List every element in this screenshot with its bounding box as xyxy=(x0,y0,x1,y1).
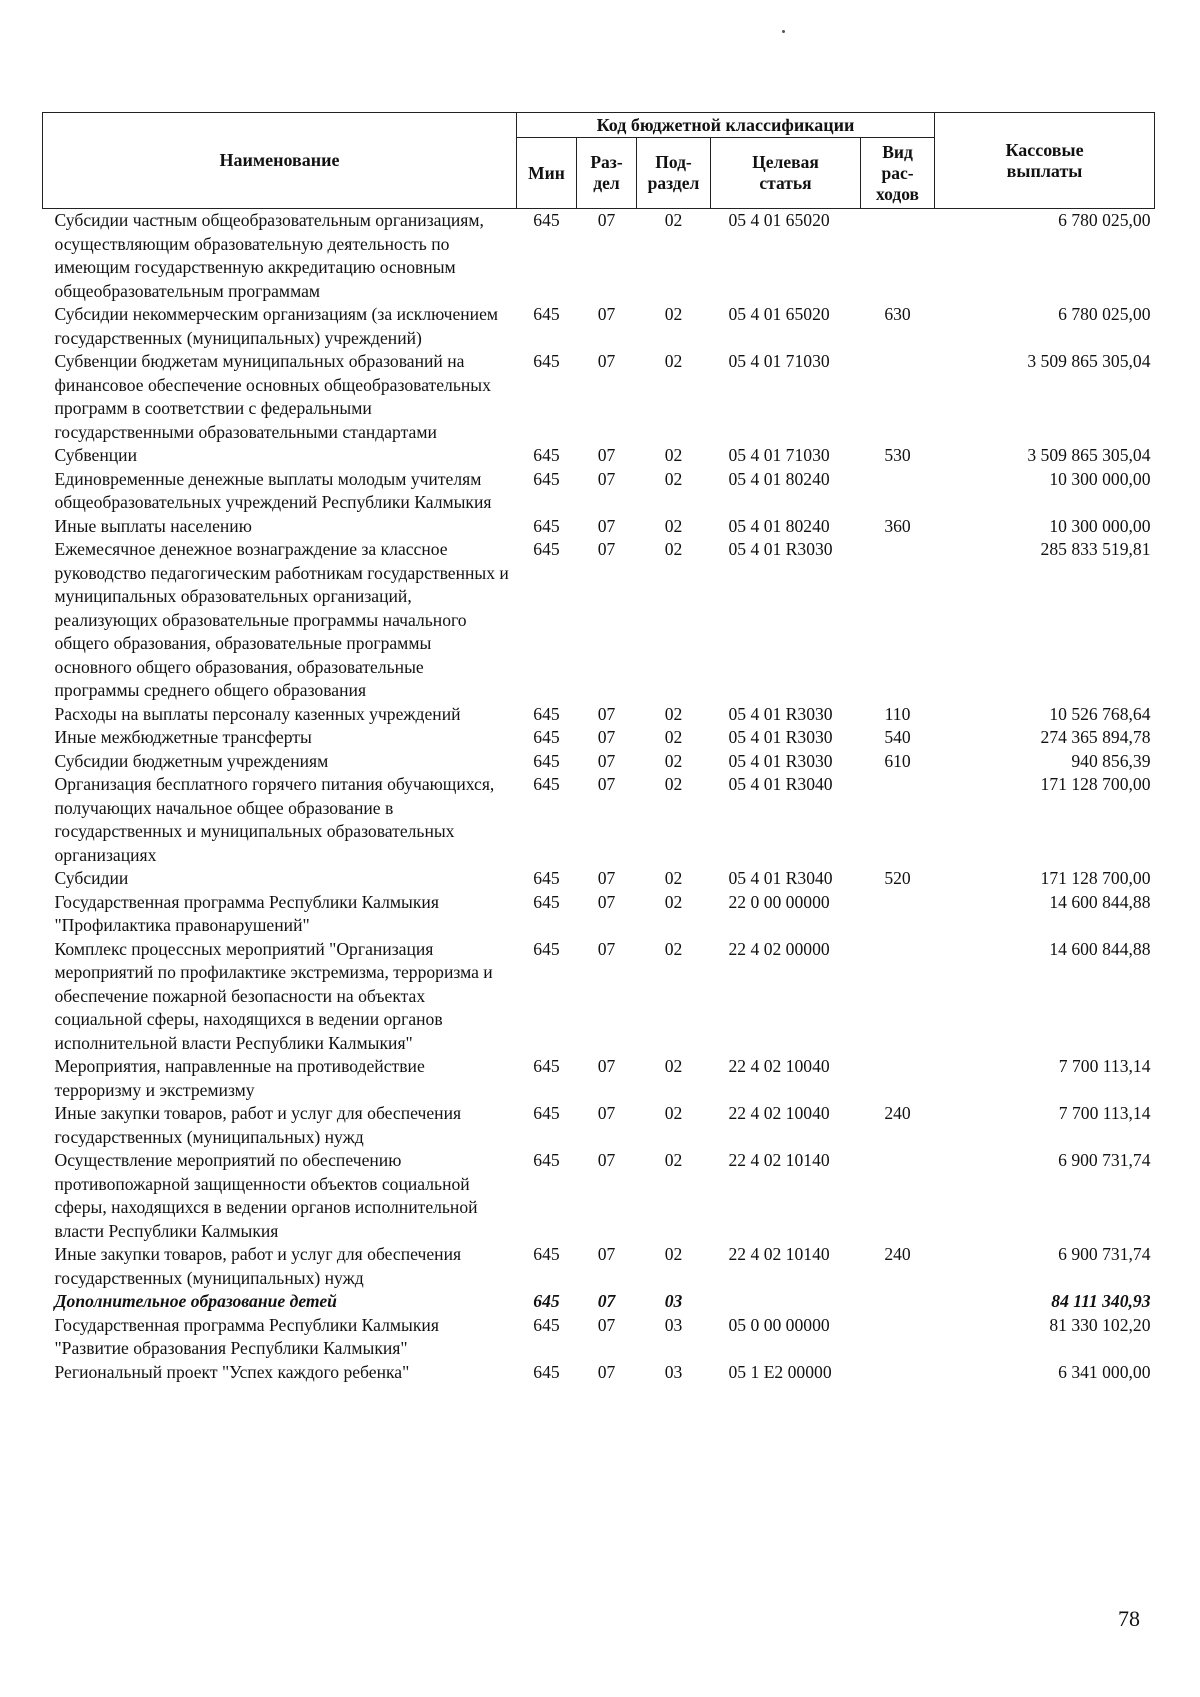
cell-razdel: 07 xyxy=(597,539,616,559)
cell-celevaya: 05 4 01 R3040 xyxy=(728,868,833,888)
cell-podrazdel: 02 xyxy=(664,703,683,724)
header-razdel xyxy=(577,138,637,209)
table-body xyxy=(43,209,1155,1385)
cell-name: Комплекс процессных мероприятий "Организация мероприятий по профилактике экстремизма, терроризма и обеспечение пожарной безопасности на объектах социальной сферы, находящихся в ведении органов исполнительной власти Республики Калмыкия" xyxy=(54,938,493,1053)
cell-razdel: 07 xyxy=(597,703,616,724)
cell-min: 645 xyxy=(533,1291,560,1311)
cell-celevaya: 05 4 01 80240 xyxy=(728,468,830,489)
table-row xyxy=(43,303,1155,350)
table-row xyxy=(43,726,1155,750)
cell-razdel: 07 xyxy=(597,515,616,536)
cell-name: Осуществление мероприятий по обеспечению противопожарной защищенности объектов социальной сферы, находящихся в ведении органов исполнительной власти Республики Калмыкия xyxy=(54,1150,478,1241)
header-celevaya-text: Целевая статья xyxy=(752,152,819,193)
cell-sum: 6 780 025,00 xyxy=(1058,304,1151,324)
cell-min: 645 xyxy=(533,539,560,559)
cell-razdel: 07 xyxy=(597,774,616,794)
cell-sum: 3 509 865 305,04 xyxy=(1027,351,1151,371)
cell-min: 645 xyxy=(533,515,560,536)
cell-celevaya: 22 4 02 10040 xyxy=(728,1103,830,1123)
header-sum xyxy=(935,113,1155,209)
cell-razdel: 07 xyxy=(597,210,616,230)
cell-podrazdel: 03 xyxy=(664,1291,683,1311)
table-row xyxy=(43,1055,1155,1102)
cell-razdel: 07 xyxy=(597,445,616,465)
cell-celevaya: 22 4 02 10140 xyxy=(728,1244,830,1264)
table-row xyxy=(43,1102,1155,1149)
cell-podrazdel: 02 xyxy=(664,515,683,536)
cell-razdel: 07 xyxy=(597,1150,616,1170)
cell-name: Субвенции бюджетам муниципальных образований на финансовое обеспечение основных общеобразовательных программ в соответствии с федеральными государственными образовательными стандартами xyxy=(54,351,491,442)
cell-podrazdel: 02 xyxy=(664,774,683,794)
cell-podrazdel: 02 xyxy=(664,304,683,324)
header-vid xyxy=(861,138,935,209)
scan-speck xyxy=(782,30,785,33)
cell-celevaya: 05 1 E2 00000 xyxy=(728,1361,832,1382)
cell-min: 645 xyxy=(533,727,560,747)
cell-sum: 171 128 700,00 xyxy=(1040,774,1151,794)
table-row xyxy=(43,209,1155,304)
cell-name: Региональный проект "Успех каждого ребенка" xyxy=(54,1361,410,1382)
cell-name: Дополнительное образование детей xyxy=(54,1291,337,1311)
cell-razdel: 07 xyxy=(597,1314,616,1335)
cell-razdel: 07 xyxy=(597,750,616,771)
cell-min: 645 xyxy=(533,774,560,794)
cell-razdel: 07 xyxy=(597,1291,616,1311)
cell-sum: 6 780 025,00 xyxy=(1058,210,1151,230)
cell-sum: 940 856,39 xyxy=(1071,750,1151,771)
cell-min: 645 xyxy=(533,891,560,912)
cell-celevaya: 05 4 01 R3030 xyxy=(728,703,833,724)
cell-razdel: 07 xyxy=(597,468,616,489)
header-code-group: Код бюджетной классификации xyxy=(517,113,935,138)
cell-sum: 14 600 844,88 xyxy=(1049,938,1151,959)
header-podrazdel-text: Под- раздел xyxy=(647,152,700,193)
cell-vid xyxy=(861,1361,935,1385)
cell-razdel: 07 xyxy=(597,727,616,747)
cell-vid: 520 xyxy=(884,868,911,888)
cell-min: 645 xyxy=(533,1150,560,1170)
header-razdel-text: Раз- дел xyxy=(590,152,623,193)
cell-name: Единовременные денежные выплаты молодым учителям общеобразовательных учреждений Республики Калмыкия xyxy=(54,468,492,512)
table-row xyxy=(43,1314,1155,1361)
cell-name: Ежемесячное денежное вознаграждение за классное руководство педагогическим работникам государственных и муниципальных образовательных организаций, реализующих образовательные программы начального общего образования, образовательные программы основного общего образования, образовательные программы среднего общего образования xyxy=(54,539,509,700)
cell-razdel: 07 xyxy=(597,1361,616,1382)
cell-name: Субвенции xyxy=(54,445,137,465)
cell-sum: 285 833 519,81 xyxy=(1040,539,1151,559)
header-celevaya xyxy=(711,138,861,209)
cell-min: 645 xyxy=(533,938,560,959)
cell-sum: 10 526 768,64 xyxy=(1049,703,1151,724)
cell-celevaya xyxy=(711,1290,861,1314)
cell-vid: 240 xyxy=(884,1103,911,1123)
cell-razdel: 07 xyxy=(597,868,616,888)
cell-min: 645 xyxy=(533,1103,560,1123)
cell-name: Субсидии бюджетным учреждениям xyxy=(54,750,329,771)
cell-podrazdel: 02 xyxy=(664,938,683,959)
table-row xyxy=(43,1361,1155,1385)
cell-sum: 6 900 731,74 xyxy=(1058,1150,1151,1170)
cell-vid xyxy=(861,1149,935,1243)
cell-min: 645 xyxy=(533,703,560,724)
cell-razdel: 07 xyxy=(597,1244,616,1264)
cell-celevaya: 05 0 00 00000 xyxy=(728,1314,830,1335)
cell-podrazdel: 02 xyxy=(664,351,683,371)
table-row xyxy=(43,773,1155,867)
cell-vid xyxy=(861,538,935,703)
cell-podrazdel: 03 xyxy=(664,1361,683,1382)
cell-name: Иные закупки товаров, работ и услуг для обеспечения государственных (муниципальных) нужд xyxy=(54,1103,462,1147)
cell-sum: 7 700 113,14 xyxy=(1058,1056,1151,1076)
cell-name: Расходы на выплаты персоналу казенных учреждений xyxy=(54,703,461,724)
cell-podrazdel: 02 xyxy=(664,210,683,230)
cell-celevaya: 05 4 01 R3030 xyxy=(728,727,833,747)
table-row xyxy=(43,1243,1155,1290)
cell-podrazdel: 02 xyxy=(664,727,683,747)
table-row xyxy=(43,867,1155,891)
table-row xyxy=(43,1149,1155,1243)
header-min xyxy=(517,138,577,209)
header-name: Наименование xyxy=(43,113,517,209)
cell-min: 645 xyxy=(533,210,560,230)
cell-min: 645 xyxy=(533,1361,560,1382)
cell-celevaya: 22 0 00 00000 xyxy=(728,891,830,912)
cell-celevaya: 05 4 01 65020 xyxy=(728,304,830,324)
cell-podrazdel: 02 xyxy=(664,1103,683,1123)
cell-podrazdel: 02 xyxy=(664,1150,683,1170)
cell-sum: 6 341 000,00 xyxy=(1058,1361,1151,1382)
cell-vid: 530 xyxy=(884,445,911,465)
cell-vid xyxy=(861,209,935,304)
table-row xyxy=(43,538,1155,703)
cell-name: Субсидии частным общеобразовательным организациям, осуществляющим образовательную деятельность по имеющим государственную аккредитацию основным общеобразовательным программам xyxy=(54,210,484,301)
table-row xyxy=(43,515,1155,539)
cell-podrazdel: 02 xyxy=(664,445,683,465)
cell-razdel: 07 xyxy=(597,1056,616,1076)
cell-name: Иные межбюджетные трансферты xyxy=(54,727,312,747)
cell-podrazdel: 02 xyxy=(664,868,683,888)
cell-min: 645 xyxy=(533,304,560,324)
cell-name: Субсидии xyxy=(54,868,129,888)
cell-vid xyxy=(861,350,935,444)
cell-min: 645 xyxy=(533,468,560,489)
table-row xyxy=(43,938,1155,1056)
table-row xyxy=(43,1290,1155,1314)
cell-celevaya: 05 4 01 80240 xyxy=(728,515,830,536)
cell-vid: 360 xyxy=(884,515,911,536)
cell-celevaya: 05 4 01 71030 xyxy=(728,351,830,371)
cell-sum: 10 300 000,00 xyxy=(1049,515,1151,536)
cell-celevaya: 22 4 02 10040 xyxy=(728,1056,830,1076)
cell-podrazdel: 02 xyxy=(664,1244,683,1264)
cell-podrazdel: 02 xyxy=(664,539,683,559)
table-header xyxy=(43,113,1155,209)
table-row xyxy=(43,891,1155,938)
cell-vid: 540 xyxy=(884,727,911,747)
cell-min: 645 xyxy=(533,750,560,771)
header-min-text: Мин xyxy=(528,162,565,183)
cell-vid: 110 xyxy=(884,703,911,724)
cell-razdel: 07 xyxy=(597,938,616,959)
cell-sum: 10 300 000,00 xyxy=(1049,468,1151,489)
cell-min: 645 xyxy=(533,351,560,371)
cell-celevaya: 05 4 01 R3030 xyxy=(728,750,833,771)
cell-podrazdel: 03 xyxy=(664,1314,683,1335)
cell-podrazdel: 02 xyxy=(664,468,683,489)
cell-celevaya: 05 4 01 65020 xyxy=(728,210,830,230)
cell-razdel: 07 xyxy=(597,351,616,371)
cell-vid xyxy=(861,1290,935,1314)
cell-name: Мероприятия, направленные на противодействие терроризму и экстремизму xyxy=(54,1056,425,1100)
cell-vid xyxy=(861,891,935,938)
cell-podrazdel: 02 xyxy=(664,891,683,912)
cell-podrazdel: 02 xyxy=(664,750,683,771)
cell-min: 645 xyxy=(533,1244,560,1264)
cell-vid: 240 xyxy=(884,1244,911,1264)
header-sum-text: Кассовые выплаты xyxy=(1005,139,1084,181)
cell-min: 645 xyxy=(533,1314,560,1335)
cell-sum: 3 509 865 305,04 xyxy=(1027,445,1151,465)
table-row xyxy=(43,750,1155,774)
header-vid-text: Вид рас- ходов xyxy=(876,141,919,204)
cell-name: Государственная программа Республики Калмыкия "Развитие образования Республики Калмыкия" xyxy=(54,1314,439,1358)
cell-name: Иные выплаты населению xyxy=(54,515,252,536)
cell-vid: 610 xyxy=(884,750,911,771)
table-row xyxy=(43,703,1155,727)
cell-sum: 274 365 894,78 xyxy=(1040,727,1151,747)
cell-vid xyxy=(861,1055,935,1102)
cell-vid: 630 xyxy=(884,304,911,324)
cell-name: Субсидии некоммерческим организациям (за исключением государственных (муниципальных) учреждений) xyxy=(54,304,499,348)
cell-celevaya: 22 4 02 00000 xyxy=(728,938,830,959)
cell-sum: 171 128 700,00 xyxy=(1040,868,1151,888)
cell-min: 645 xyxy=(533,1056,560,1076)
header-podrazdel xyxy=(637,138,711,209)
cell-celevaya: 05 4 01 R3030 xyxy=(728,539,833,559)
cell-name: Государственная программа Республики Калмыкия "Профилактика правонарушений" xyxy=(54,891,439,935)
cell-celevaya: 05 4 01 R3040 xyxy=(728,774,833,794)
cell-vid xyxy=(861,468,935,515)
page-number: 78 xyxy=(1118,1606,1140,1631)
cell-vid xyxy=(861,938,935,1056)
cell-razdel: 07 xyxy=(597,304,616,324)
cell-podrazdel: 02 xyxy=(664,1056,683,1076)
cell-vid xyxy=(861,773,935,867)
cell-min: 645 xyxy=(533,868,560,888)
cell-sum: 6 900 731,74 xyxy=(1058,1244,1151,1264)
cell-celevaya: 22 4 02 10140 xyxy=(728,1150,830,1170)
cell-min: 645 xyxy=(533,445,560,465)
cell-celevaya: 05 4 01 71030 xyxy=(728,445,830,465)
table-row xyxy=(43,468,1155,515)
cell-name: Иные закупки товаров, работ и услуг для обеспечения государственных (муниципальных) нужд xyxy=(54,1244,462,1288)
table-row xyxy=(43,444,1155,468)
cell-vid xyxy=(861,1314,935,1361)
cell-sum: 14 600 844,88 xyxy=(1049,891,1151,912)
cell-name: Организация бесплатного горячего питания обучающихся, получающих начальное общее образование в государственных и муниципальных образовательных организациях xyxy=(54,774,495,865)
cell-sum: 84 111 340,93 xyxy=(1051,1291,1151,1311)
cell-razdel: 07 xyxy=(597,1103,616,1123)
cell-razdel: 07 xyxy=(597,891,616,912)
budget-table xyxy=(42,112,1155,1384)
cell-sum: 7 700 113,14 xyxy=(1058,1103,1151,1123)
cell-sum: 81 330 102,20 xyxy=(1049,1314,1151,1335)
table-row xyxy=(43,350,1155,444)
